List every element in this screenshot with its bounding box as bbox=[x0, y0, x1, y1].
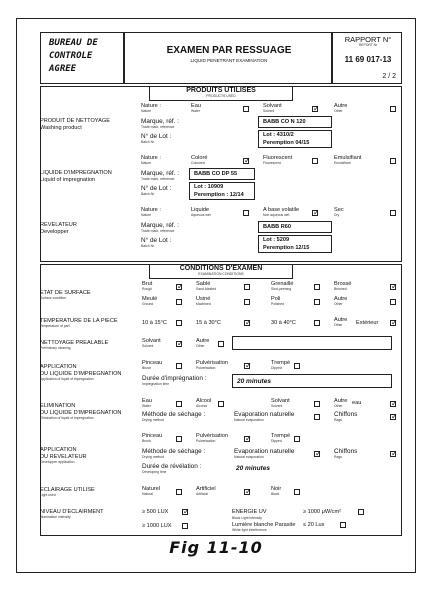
removal-other-value: eau bbox=[352, 400, 362, 406]
light-black-checkbox[interactable] bbox=[294, 489, 300, 495]
removal-natural-evaporation-checkbox[interactable] bbox=[314, 414, 320, 420]
developer-volatile-checkbox[interactable] bbox=[312, 210, 318, 216]
temperature-label: TEMPERATURE DE LA PIECE bbox=[40, 318, 118, 324]
report-number: 11 69 017-13 bbox=[344, 55, 392, 64]
developer-lot-field[interactable]: Lot : 5209 Peremption 12/15 bbox=[258, 235, 332, 253]
surface-rough-checkbox[interactable] bbox=[176, 284, 182, 290]
report-label: RAPPORT N° bbox=[344, 35, 392, 44]
surface-polished-checkbox[interactable] bbox=[314, 299, 320, 305]
page-number: 2 / 2 bbox=[382, 73, 396, 80]
removal-other-checkbox[interactable] bbox=[390, 401, 396, 407]
developer-brand-field[interactable]: BABB R60 bbox=[258, 221, 332, 233]
penetrant-brand-field[interactable]: BABB CO DP 55 bbox=[189, 168, 255, 180]
removal-alcohol-checkbox[interactable] bbox=[218, 401, 224, 407]
precleaning-solvent-checkbox[interactable] bbox=[176, 341, 182, 347]
removal-label: ELIMINATION bbox=[40, 403, 76, 409]
office-name: BUREAU DE CONTROLE AGREE bbox=[49, 38, 98, 74]
developer-brush-checkbox[interactable] bbox=[176, 436, 182, 442]
surface-shotpeened-checkbox[interactable] bbox=[314, 284, 320, 290]
light-natural-checkbox[interactable] bbox=[176, 489, 182, 495]
form-title: EXAMEN PAR RESSUAGE bbox=[166, 45, 292, 56]
light-1000lux-checkbox[interactable] bbox=[182, 523, 188, 529]
penetrant-fluorescent-checkbox[interactable] bbox=[312, 158, 318, 164]
developing-time-value: 20 minutes bbox=[236, 465, 270, 472]
penetrant-label: LIQUIDE D'IMPREGNATION bbox=[40, 170, 112, 176]
cleaning-water-checkbox[interactable] bbox=[243, 106, 249, 112]
light-level-label: NIVEAU D'ECLAIRMENT bbox=[40, 509, 104, 515]
temp-other-value: Extérieur bbox=[356, 320, 379, 326]
white-light-checkbox[interactable] bbox=[340, 522, 346, 528]
figure-caption: Fig 11-10 bbox=[169, 538, 263, 557]
form-subtitle: LIQUID PENETRANT EXAMINATION bbox=[190, 58, 268, 63]
surface-sandblasted-checkbox[interactable] bbox=[244, 284, 250, 290]
cleaning-label: PRODUIT DE NETTOYAGE bbox=[40, 118, 110, 124]
developer-natural-evaporation-checkbox[interactable] bbox=[314, 451, 320, 457]
uv-energy-label: ENERGIE UV bbox=[232, 509, 267, 515]
surface-machined-checkbox[interactable] bbox=[244, 299, 250, 305]
products-title-box: PRODUITS UTILISES PRODUCTS USED bbox=[149, 87, 293, 101]
penetrant-lot-field[interactable]: Lot : 10909 Peremption : 12/14 bbox=[189, 182, 255, 200]
penetrant-dipped-checkbox[interactable] bbox=[294, 363, 300, 369]
report-box: RAPPORT N° REPORT Nr 11 69 017-13 2 / 2 bbox=[332, 32, 402, 84]
office-box bbox=[40, 32, 124, 84]
impregnation-time-field[interactable]: 20 minutes bbox=[232, 374, 392, 388]
cleaning-other-checkbox[interactable] bbox=[390, 106, 396, 112]
cleaning-lot-field[interactable]: Lot : 4310/2 Peremption 04/15 bbox=[258, 130, 332, 148]
conditions-title-box: CONDITIONS D'EXAMEN EXAMINATION CONDITIONS bbox=[149, 265, 293, 279]
temp-30-40-checkbox[interactable] bbox=[314, 320, 320, 326]
uv-1000-checkbox[interactable] bbox=[358, 509, 364, 515]
application-developer-label: APPLICATION bbox=[40, 447, 77, 453]
penetrant-spray-checkbox[interactable] bbox=[244, 363, 250, 369]
cleaning-brand-field[interactable]: BABB CO N 120 bbox=[258, 116, 332, 128]
surface-label: ETAT DE SURFACE bbox=[40, 290, 91, 296]
products-title: PRODUITS UTILISES bbox=[186, 87, 256, 94]
title-box bbox=[124, 32, 332, 84]
cleaning-solvent-checkbox[interactable] bbox=[312, 106, 318, 112]
penetrant-coloured-checkbox[interactable] bbox=[243, 158, 249, 164]
surface-other-checkbox[interactable] bbox=[390, 299, 396, 305]
precleaning-label: NETTOYAGE PREALABLE bbox=[40, 340, 109, 346]
conditions-section bbox=[40, 264, 402, 536]
penetrant-brush-checkbox[interactable] bbox=[176, 363, 182, 369]
removal-water-checkbox[interactable] bbox=[176, 401, 182, 407]
temp-15-30-checkbox[interactable] bbox=[244, 320, 250, 326]
surface-brushed-checkbox[interactable] bbox=[390, 284, 396, 290]
removal-rags-checkbox[interactable] bbox=[390, 414, 396, 420]
precleaning-other-field[interactable] bbox=[232, 336, 392, 350]
developer-label: REVELATEUR bbox=[40, 222, 77, 228]
developer-spray-checkbox[interactable] bbox=[244, 436, 250, 442]
temp-other-checkbox[interactable] bbox=[390, 320, 396, 326]
light-artificial-checkbox[interactable] bbox=[244, 489, 250, 495]
surface-ground-checkbox[interactable] bbox=[176, 299, 182, 305]
conditions-title: CONDITIONS D'EXAMEN bbox=[179, 265, 263, 272]
developer-dipped-checkbox[interactable] bbox=[294, 436, 300, 442]
white-light-label: Lumière blanche Parasite bbox=[232, 522, 296, 528]
precleaning-other-checkbox[interactable] bbox=[218, 341, 224, 347]
penetrant-emulsifier-checkbox[interactable] bbox=[390, 158, 396, 164]
lighting-label: ECLAIRAGE UTILISE bbox=[40, 487, 95, 493]
developer-rags-checkbox[interactable] bbox=[390, 451, 396, 457]
light-500lux-checkbox[interactable] bbox=[182, 509, 188, 515]
removal-solvent-checkbox[interactable] bbox=[314, 401, 320, 407]
application-penetrant-label: APPLICATION bbox=[40, 364, 77, 370]
developer-aqueous-checkbox[interactable] bbox=[243, 210, 249, 216]
developer-dry-checkbox[interactable] bbox=[390, 210, 396, 216]
temp-10-15-checkbox[interactable] bbox=[176, 320, 182, 326]
